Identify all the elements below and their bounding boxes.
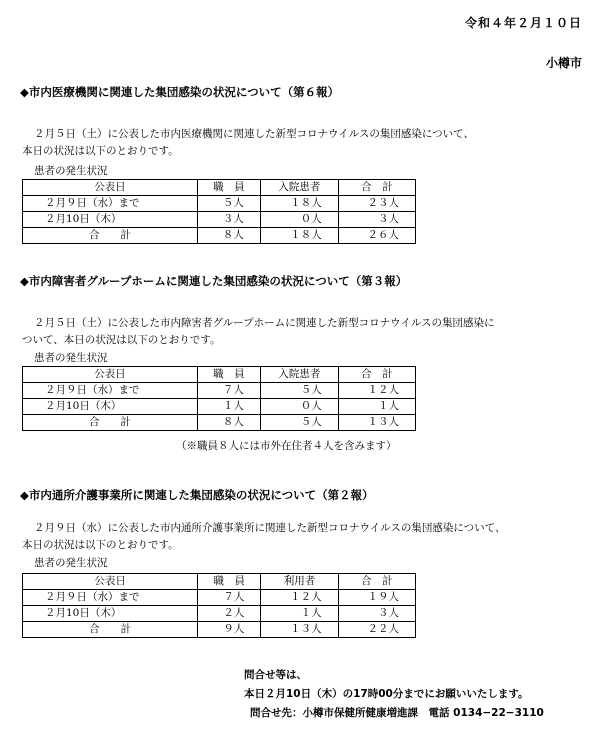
- section-body: [22, 520, 592, 554]
- header-cell-inpatient: 入院患者: [260, 367, 338, 383]
- header-cell-date: 公表日: [23, 574, 198, 590]
- cell-date: ２月10日（木）: [23, 212, 198, 228]
- cell-staff: ２人: [198, 606, 261, 622]
- table-row: [23, 399, 416, 415]
- cell-date: ２月10日（木）: [23, 606, 198, 622]
- cell-date: 合 計: [23, 415, 198, 431]
- table-total-row: [23, 228, 416, 244]
- body-line-2: ついて、本日の状況は以下のとおりです。: [22, 334, 221, 346]
- header-cell-users: 利用者: [261, 574, 338, 590]
- header-cell-date: 公表日: [23, 180, 198, 196]
- cell-total: ３人: [338, 212, 415, 228]
- cell-total: ２６人: [338, 228, 415, 244]
- header-cell-total: 合 計: [338, 367, 415, 383]
- table-row: [23, 196, 416, 212]
- cell-total: １９人: [338, 590, 415, 606]
- cell-users: １３人: [261, 622, 338, 638]
- section-heading: ◆市内医療機関に関連した集団感染の状況について（第６報）: [20, 85, 340, 99]
- cell-date: ２月９日（水）まで: [23, 590, 198, 606]
- cell-total: ３人: [338, 606, 415, 622]
- cell-staff: ８人: [197, 415, 260, 431]
- section-heading: ◆市内障害者グループホームに関連した集団感染の状況について（第３報）: [20, 274, 408, 288]
- body-line-1: ２月５日（土）に公表した市内医療機関に関連した新型コロナウイルスの集団感染について、: [34, 128, 474, 140]
- table-total-row: [23, 415, 416, 431]
- body-line-1: ２月９日（水）に公表した市内通所介護事業所に関連した新型コロナウイルスの集団感染について、: [34, 522, 506, 534]
- contact-intro: 問合せ等は、: [244, 669, 307, 681]
- body-line-2: 本日の状況は以下のとおりです。: [22, 145, 179, 157]
- header-cell-date: 公表日: [23, 367, 198, 383]
- body-line-1: ２月５日（土）に公表した市内障害者グループホームに関連した新型コロナウイルスの集団感染に: [34, 317, 495, 329]
- organization-name: 小樽市: [545, 56, 582, 70]
- table-footnote: （※職員８人には市外在住者４人を含みます）: [176, 440, 397, 452]
- table-row: [23, 590, 416, 606]
- cell-staff: ９人: [198, 622, 261, 638]
- cell-staff: ５人: [197, 196, 260, 212]
- cell-inpatient: １８人: [260, 228, 338, 244]
- cell-inpatient: ５人: [260, 415, 338, 431]
- section-body: [22, 126, 592, 160]
- table-caption: 患者の発生状況: [34, 557, 108, 569]
- header-cell-total: 合 計: [338, 574, 415, 590]
- cell-total: １２人: [338, 383, 415, 399]
- cases-table: [22, 366, 416, 431]
- document-date: 令和４年２月１０日: [464, 16, 582, 30]
- cell-date: ２月９日（水）まで: [23, 383, 198, 399]
- cell-staff: ８人: [197, 228, 260, 244]
- table-caption: 患者の発生状況: [34, 165, 108, 177]
- cell-inpatient: １８人: [260, 196, 338, 212]
- header-cell-staff: 職 員: [197, 180, 260, 196]
- section-heading: ◆市内通所介護事業所に関連した集団感染の状況について（第２報）: [20, 488, 374, 502]
- cell-date: ２月10日（木）: [23, 399, 198, 415]
- table-caption: 患者の発生状況: [34, 352, 108, 364]
- cell-total: １３人: [338, 415, 415, 431]
- header-cell-staff: 職 員: [197, 367, 260, 383]
- table-row: [23, 383, 416, 399]
- cell-staff: ３人: [197, 212, 260, 228]
- cell-date: 合 計: [23, 228, 198, 244]
- cell-users: １２人: [261, 590, 338, 606]
- cell-staff: １人: [197, 399, 260, 415]
- body-line-2: 本日の状況は以下のとおりです。: [22, 539, 179, 551]
- cell-date: 合 計: [23, 622, 198, 638]
- cell-total: １人: [338, 399, 415, 415]
- table-header-row: [23, 180, 416, 196]
- cell-total: ２３人: [338, 196, 415, 212]
- section-body: [22, 315, 592, 349]
- cell-total: ２２人: [338, 622, 415, 638]
- table-header-row: [23, 367, 416, 383]
- contact-deadline: 本日２月10日（木）の17時00分までにお願いいたします。: [244, 688, 529, 700]
- cell-date: ２月９日（水）まで: [23, 196, 198, 212]
- cell-inpatient: ５人: [260, 383, 338, 399]
- header-cell-inpatient: 入院患者: [260, 180, 338, 196]
- cell-staff: ７人: [197, 383, 260, 399]
- table-header-row: [23, 574, 416, 590]
- cases-table: [22, 573, 416, 638]
- contact-info: 問合せ先：小樽市保健所健康増進課 電話 0134−22−3110: [250, 707, 544, 719]
- cell-inpatient: ０人: [260, 212, 338, 228]
- cell-inpatient: ０人: [260, 399, 338, 415]
- cases-table: [22, 179, 416, 244]
- cell-staff: ７人: [198, 590, 261, 606]
- header-cell-total: 合 計: [338, 180, 415, 196]
- table-row: [23, 212, 416, 228]
- table-total-row: [23, 622, 416, 638]
- header-cell-staff: 職 員: [198, 574, 261, 590]
- table-row: [23, 606, 416, 622]
- cell-users: １人: [261, 606, 338, 622]
